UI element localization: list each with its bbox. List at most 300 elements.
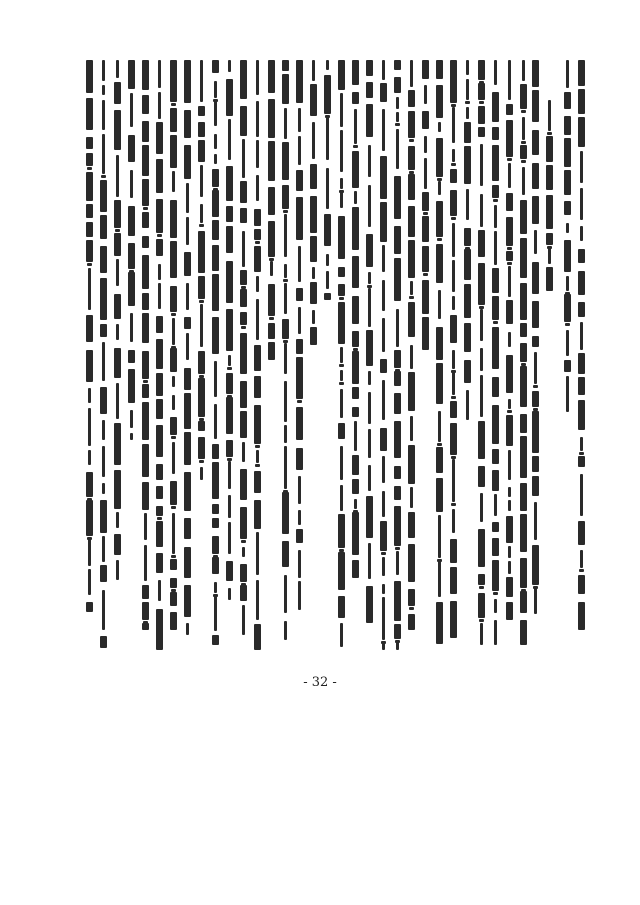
glyph-stroke (492, 470, 499, 491)
glyph-stroke (298, 550, 301, 578)
glyph-stroke (268, 141, 275, 181)
glyph-stroke (368, 465, 371, 491)
glyph-stroke (564, 92, 571, 109)
glyph-stroke (436, 447, 443, 473)
glyph-stroke (546, 165, 553, 190)
glyph-stroke (142, 444, 149, 477)
text-column (532, 60, 540, 620)
glyph-stroke (256, 276, 259, 292)
punctuation-mark (507, 247, 512, 250)
glyph-stroke (214, 81, 217, 98)
glyph-stroke (284, 621, 287, 640)
punctuation-mark (507, 158, 512, 161)
glyph-stroke (198, 351, 205, 374)
punctuation-mark (437, 443, 442, 446)
text-column (338, 60, 346, 650)
glyph-stroke (366, 496, 373, 538)
glyph-stroke (352, 207, 359, 250)
glyph-stroke (480, 348, 483, 371)
glyph-stroke (508, 546, 511, 558)
glyph-stroke (564, 294, 571, 322)
glyph-stroke (226, 226, 233, 253)
glyph-stroke (114, 534, 121, 555)
glyph-stroke (478, 421, 485, 459)
glyph-stroke (450, 169, 457, 183)
glyph-stroke (436, 244, 443, 283)
punctuation-mark (521, 110, 526, 113)
glyph-stroke (532, 60, 539, 87)
glyph-stroke (394, 421, 401, 458)
punctuation-mark (283, 210, 288, 213)
glyph-stroke (298, 581, 301, 610)
glyph-stroke (380, 428, 387, 451)
glyph-stroke (116, 259, 119, 286)
glyph-stroke (450, 567, 457, 594)
glyph-stroke (352, 92, 359, 104)
glyph-stroke (242, 605, 245, 635)
glyph-stroke (212, 635, 219, 645)
glyph-stroke (100, 636, 107, 648)
punctuation-mark (521, 160, 526, 163)
glyph-stroke (366, 104, 373, 137)
glyph-stroke (478, 466, 485, 487)
glyph-stroke (254, 209, 261, 226)
glyph-stroke (116, 560, 119, 580)
glyph-stroke (380, 83, 387, 102)
glyph-stroke (394, 60, 401, 70)
glyph-stroke (88, 388, 91, 403)
punctuation-mark (171, 103, 176, 106)
glyph-stroke (240, 333, 247, 374)
glyph-stroke (282, 60, 289, 71)
glyph-stroke (100, 565, 107, 582)
glyph-stroke (100, 324, 107, 337)
glyph-stroke (228, 119, 231, 160)
glyph-stroke (520, 200, 527, 234)
glyph-stroke (506, 577, 513, 597)
glyph-stroke (156, 373, 163, 396)
glyph-stroke (240, 208, 247, 223)
glyph-stroke (326, 271, 329, 289)
glyph-stroke (520, 343, 527, 362)
glyph-stroke (394, 393, 401, 414)
glyph-stroke (566, 376, 569, 412)
glyph-stroke (578, 117, 585, 147)
glyph-stroke (296, 407, 303, 440)
glyph-stroke (298, 246, 301, 282)
glyph-stroke (142, 384, 149, 398)
glyph-stroke (492, 377, 499, 397)
glyph-stroke (254, 345, 261, 371)
glyph-stroke (380, 202, 387, 242)
text-column (226, 60, 234, 600)
punctuation-mark (479, 619, 484, 622)
glyph-stroke (424, 158, 427, 189)
glyph-stroke (520, 145, 527, 159)
glyph-stroke (114, 200, 121, 228)
glyph-stroke (382, 643, 385, 650)
glyph-stroke (86, 315, 93, 342)
glyph-stroke (310, 236, 317, 262)
glyph-stroke (564, 116, 571, 135)
glyph-stroke (478, 574, 485, 585)
glyph-stroke (494, 60, 497, 85)
punctuation-mark (101, 175, 106, 178)
glyph-stroke (368, 543, 371, 579)
glyph-stroke (142, 482, 149, 510)
glyph-stroke (450, 539, 457, 563)
glyph-stroke (256, 60, 259, 95)
punctuation-mark (423, 212, 428, 215)
glyph-stroke (532, 476, 539, 496)
glyph-stroke (506, 300, 513, 324)
glyph-stroke (256, 175, 259, 201)
glyph-stroke (324, 75, 331, 114)
glyph-stroke (240, 289, 247, 307)
glyph-stroke (86, 153, 93, 166)
text-column (114, 60, 122, 580)
glyph-stroke (114, 82, 121, 104)
glyph-stroke (578, 400, 585, 430)
glyph-stroke (170, 578, 177, 588)
glyph-stroke (326, 168, 329, 209)
glyph-stroke (452, 459, 455, 502)
text-column (198, 60, 206, 480)
text-column (492, 60, 500, 645)
punctuation-mark (339, 364, 344, 367)
glyph-stroke (254, 246, 261, 272)
glyph-stroke (212, 444, 219, 459)
glyph-stroke (578, 521, 585, 545)
glyph-stroke (508, 399, 511, 409)
glyph-stroke (410, 60, 413, 87)
punctuation-mark (423, 273, 428, 276)
glyph-stroke (522, 117, 525, 140)
text-column (546, 100, 554, 300)
glyph-stroke (256, 580, 259, 620)
glyph-stroke (522, 60, 525, 81)
glyph-stroke (256, 532, 259, 575)
glyph-stroke (268, 187, 275, 215)
glyph-stroke (142, 236, 149, 248)
glyph-stroke (508, 487, 511, 497)
glyph-stroke (492, 522, 499, 532)
punctuation-mark (339, 382, 344, 385)
glyph-stroke (480, 194, 483, 227)
glyph-stroke (296, 339, 303, 354)
punctuation-mark (255, 241, 260, 244)
glyph-stroke (144, 545, 147, 581)
glyph-stroke (566, 60, 569, 88)
glyph-stroke (158, 283, 161, 309)
glyph-stroke (158, 580, 161, 601)
glyph-stroke (228, 461, 231, 489)
glyph-stroke (198, 378, 205, 417)
glyph-stroke (506, 217, 513, 246)
glyph-stroke (382, 597, 385, 640)
glyph-stroke (198, 231, 205, 273)
glyph-stroke (380, 156, 387, 199)
glyph-stroke (142, 145, 149, 176)
glyph-stroke (282, 185, 289, 209)
glyph-stroke (100, 215, 107, 239)
punctuation-mark (395, 123, 400, 126)
glyph-stroke (114, 233, 121, 256)
glyph-stroke (422, 280, 429, 314)
glyph-stroke (156, 425, 163, 457)
glyph-stroke (480, 144, 483, 186)
glyph-stroke (102, 60, 105, 81)
text-column (520, 60, 528, 650)
glyph-stroke (382, 109, 385, 151)
glyph-stroke (580, 474, 583, 516)
glyph-stroke (436, 138, 443, 177)
text-column (324, 60, 332, 300)
glyph-stroke (226, 561, 233, 581)
glyph-stroke (408, 240, 415, 278)
glyph-stroke (382, 557, 385, 576)
glyph-stroke (548, 248, 551, 264)
glyph-stroke (298, 108, 301, 132)
glyph-stroke (564, 170, 571, 195)
glyph-stroke (254, 376, 261, 398)
glyph-stroke (424, 136, 427, 153)
text-column (254, 60, 262, 650)
glyph-stroke (410, 345, 413, 369)
glyph-stroke (478, 529, 485, 567)
glyph-stroke (326, 60, 329, 70)
glyph-stroke (170, 108, 177, 132)
glyph-stroke (338, 423, 345, 439)
glyph-stroke (142, 60, 149, 90)
glyph-stroke (128, 135, 135, 162)
glyph-stroke (310, 84, 317, 116)
punctuation-mark (451, 396, 456, 399)
text-column (212, 60, 220, 645)
text-column (240, 60, 248, 635)
glyph-stroke (200, 165, 203, 197)
punctuation-mark (157, 517, 162, 520)
glyph-stroke (380, 521, 387, 551)
glyph-stroke (296, 529, 303, 543)
glyph-stroke (478, 263, 485, 305)
glyph-stroke (130, 313, 133, 342)
glyph-stroke (338, 302, 345, 344)
punctuation-mark (255, 445, 260, 448)
glyph-stroke (128, 369, 135, 403)
glyph-stroke (156, 521, 163, 547)
glyph-stroke (338, 216, 345, 259)
glyph-stroke (86, 60, 93, 93)
glyph-stroke (532, 262, 539, 294)
glyph-stroke (296, 170, 303, 191)
glyph-stroke (436, 602, 443, 644)
glyph-stroke (546, 233, 553, 245)
glyph-stroke (520, 323, 527, 337)
glyph-stroke (268, 99, 275, 138)
glyph-stroke (506, 193, 513, 211)
glyph-stroke (298, 476, 301, 504)
glyph-stroke (578, 377, 585, 395)
glyph-stroke (396, 112, 399, 122)
text-column (142, 60, 150, 630)
glyph-stroke (506, 104, 513, 115)
glyph-stroke (532, 301, 539, 328)
glyph-stroke (312, 267, 315, 279)
glyph-stroke (508, 500, 511, 511)
glyph-stroke (436, 201, 443, 237)
glyph-stroke (578, 271, 585, 295)
punctuation-mark (479, 586, 484, 589)
glyph-stroke (100, 180, 107, 212)
glyph-stroke (408, 174, 415, 200)
punctuation-mark (437, 238, 442, 241)
glyph-stroke (478, 593, 485, 618)
punctuation-mark (241, 540, 246, 543)
glyph-stroke (284, 108, 287, 139)
glyph-stroke (578, 456, 585, 467)
text-column (564, 60, 572, 415)
glyph-stroke (464, 323, 471, 352)
glyph-stroke (184, 60, 191, 103)
glyph-stroke (254, 405, 261, 444)
glyph-stroke (506, 355, 513, 393)
glyph-stroke (494, 620, 497, 645)
glyph-stroke (546, 195, 553, 229)
text-column (184, 60, 192, 635)
glyph-stroke (128, 206, 135, 236)
glyph-stroke (366, 234, 373, 267)
glyph-stroke (156, 339, 163, 369)
punctuation-mark (521, 141, 526, 144)
glyph-stroke (452, 260, 455, 292)
glyph-stroke (340, 389, 343, 418)
glyph-stroke (156, 486, 163, 499)
punctuation-mark (465, 101, 470, 104)
glyph-stroke (170, 348, 177, 372)
text-column (422, 60, 430, 360)
glyph-stroke (256, 101, 259, 137)
glyph-stroke (396, 551, 399, 575)
glyph-stroke (340, 347, 343, 363)
glyph-stroke (116, 324, 119, 340)
punctuation-mark (199, 300, 204, 303)
glyph-stroke (340, 623, 343, 647)
glyph-stroke (88, 408, 91, 446)
glyph-stroke (580, 322, 583, 350)
glyph-stroke (422, 60, 429, 79)
punctuation-mark (339, 297, 344, 300)
glyph-stroke (142, 121, 149, 142)
glyph-stroke (466, 60, 469, 75)
glyph-stroke (86, 472, 93, 497)
glyph-stroke (394, 486, 401, 500)
glyph-stroke (282, 319, 289, 339)
punctuation-mark (507, 262, 512, 265)
glyph-stroke (214, 582, 217, 593)
glyph-stroke (284, 381, 287, 422)
glyph-stroke (566, 223, 569, 233)
punctuation-mark (171, 555, 176, 558)
punctuation-mark (579, 569, 584, 572)
punctuation-mark (565, 323, 570, 326)
glyph-stroke (394, 350, 401, 368)
glyph-stroke (324, 214, 331, 246)
glyph-stroke (492, 145, 499, 181)
glyph-stroke (520, 483, 527, 511)
glyph-stroke (492, 560, 499, 591)
glyph-stroke (438, 515, 441, 558)
glyph-stroke (170, 241, 177, 278)
glyph-stroke (86, 204, 93, 218)
glyph-stroke (214, 101, 217, 126)
glyph-stroke (520, 591, 527, 613)
glyph-stroke (144, 513, 147, 540)
glyph-stroke (450, 401, 457, 418)
glyph-stroke (170, 559, 177, 570)
glyph-stroke (184, 432, 191, 465)
glyph-stroke (240, 469, 247, 500)
glyph-stroke (508, 163, 511, 188)
punctuation-mark (381, 552, 386, 555)
glyph-stroke (578, 575, 585, 594)
glyph-stroke (296, 288, 303, 301)
glyph-stroke (200, 204, 203, 223)
glyph-stroke (352, 296, 359, 324)
glyph-stroke (86, 500, 93, 536)
glyph-stroke (354, 109, 357, 144)
glyph-stroke (422, 246, 429, 272)
glyph-stroke (186, 183, 189, 213)
glyph-stroke (382, 318, 385, 352)
punctuation-mark (87, 167, 92, 170)
glyph-stroke (200, 304, 203, 347)
glyph-stroke (130, 410, 133, 428)
glyph-stroke (352, 407, 359, 417)
glyph-stroke (508, 332, 511, 347)
glyph-stroke (534, 502, 537, 540)
glyph-stroke (184, 393, 191, 429)
text-column (128, 60, 136, 440)
glyph-stroke (102, 483, 105, 494)
text-column (296, 60, 304, 620)
glyph-stroke (368, 371, 371, 385)
glyph-stroke (580, 550, 583, 568)
glyph-stroke (172, 376, 175, 387)
punctuation-mark (479, 101, 484, 104)
glyph-stroke (254, 471, 261, 493)
glyph-stroke (532, 163, 539, 189)
glyph-stroke (534, 230, 537, 254)
glyph-stroke (298, 136, 301, 165)
glyph-stroke (366, 330, 373, 366)
glyph-stroke (184, 368, 191, 390)
glyph-stroke (578, 353, 585, 374)
glyph-stroke (532, 545, 539, 585)
punctuation-mark (493, 199, 498, 202)
punctuation-mark (451, 503, 456, 506)
punctuation-mark (409, 296, 414, 299)
punctuation-mark (227, 367, 232, 370)
glyph-stroke (186, 333, 189, 360)
glyph-stroke (184, 585, 191, 617)
glyph-stroke (394, 506, 401, 546)
text-column (156, 60, 164, 650)
glyph-stroke (338, 514, 345, 548)
glyph-stroke (156, 609, 163, 650)
glyph-stroke (212, 274, 219, 311)
glyph-stroke (170, 200, 177, 238)
